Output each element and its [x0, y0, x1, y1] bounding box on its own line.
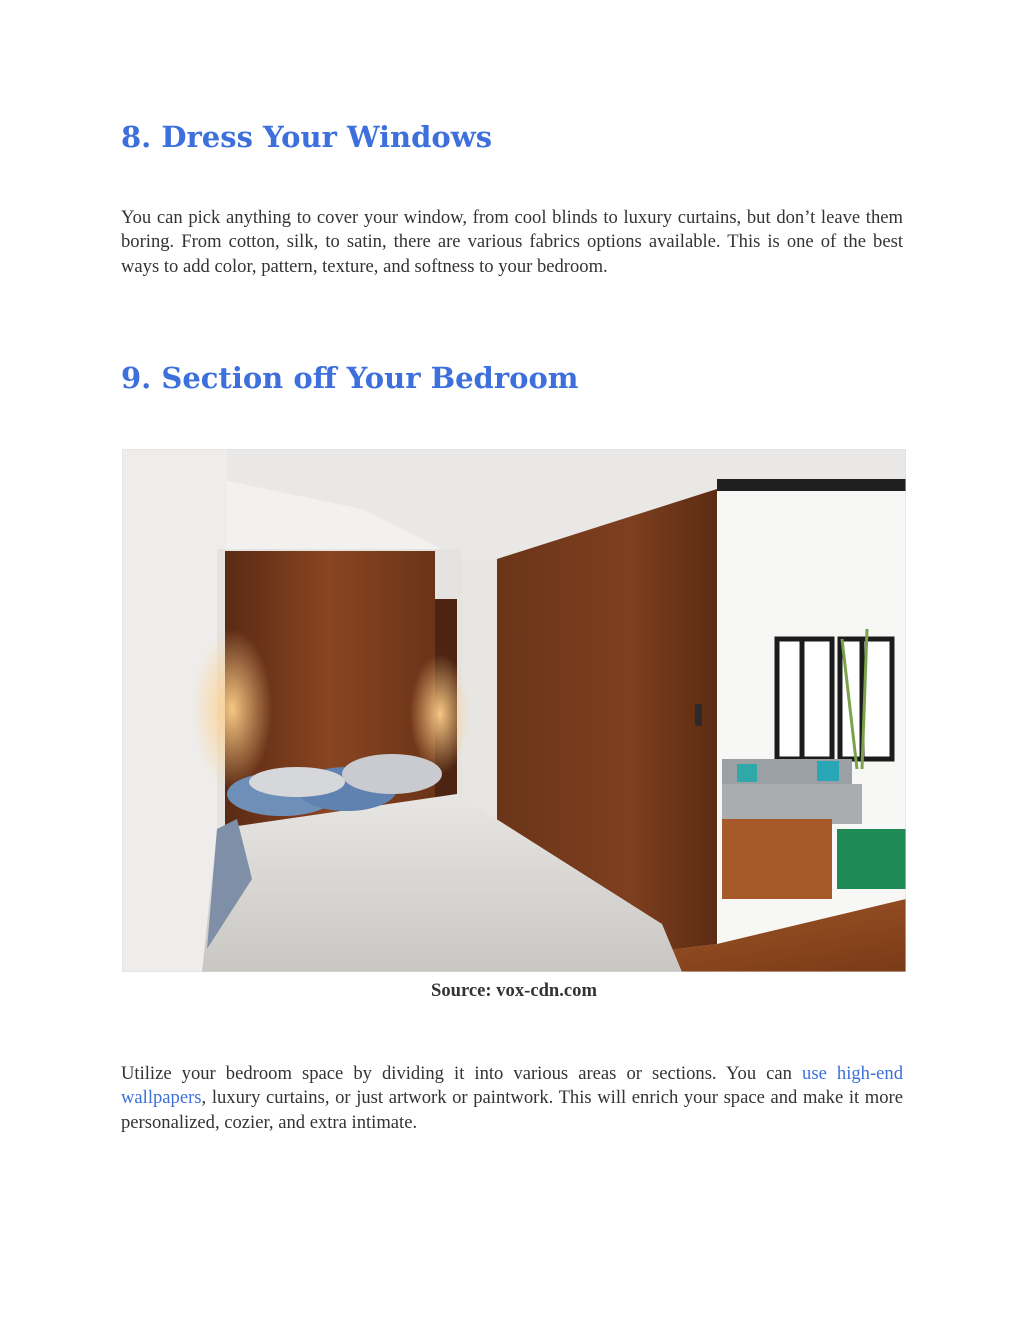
- section-9-heading: 9. Section off Your Bedroom: [121, 361, 579, 395]
- bedroom-photo: [122, 449, 906, 972]
- image-caption: Source: vox-cdn.com: [431, 980, 597, 1001]
- paragraph-text-before-link: Utilize your bedroom space by dividing it into various areas or sections. You can: [121, 1063, 803, 1084]
- section-9-paragraph: [121, 1062, 903, 1135]
- paragraph-text-after-link: , luxury curtains, or just artwork or paintwork. This will enrich your space and make it more personalized, cozier, and extra intimate.: [121, 1087, 903, 1133]
- section-8-paragraph: You can pick anything to cover your window, from cool blinds to luxury curtains, but don’t leave them boring. From cotton, silk, to satin, there are various fabrics options available. This is one of the best ways to add color, pattern, texture, and softness to your bedroom.: [121, 207, 903, 277]
- wallpapers-link[interactable]: use high-end wallpapers: [121, 1063, 903, 1109]
- section-8-heading: 8. Dress Your Windows: [121, 120, 493, 154]
